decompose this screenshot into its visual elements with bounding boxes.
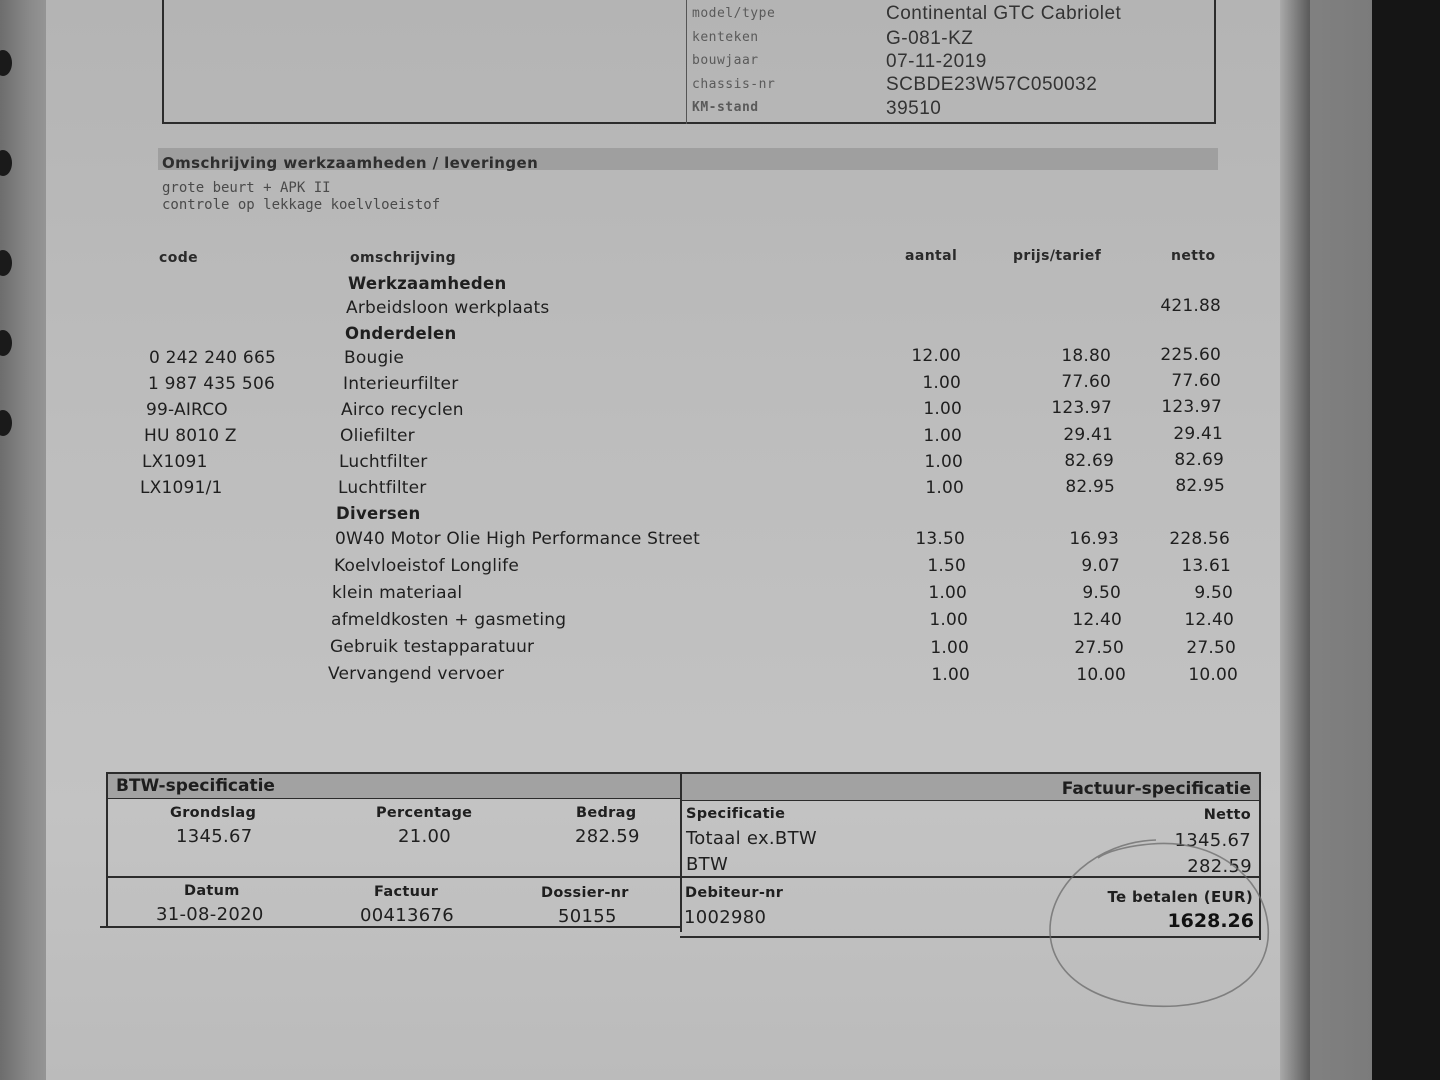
- row-price: 77.60: [1061, 372, 1111, 392]
- row-net: 29.41: [1173, 424, 1223, 444]
- work-description-line: controle op lekkage koelvloeistof: [162, 197, 441, 213]
- column-header-quantity: aantal: [905, 248, 958, 264]
- row-net: 82.95: [1175, 476, 1225, 496]
- row-price: 29.41: [1063, 425, 1113, 445]
- row-net: 77.60: [1171, 371, 1221, 391]
- vehicle-value-chassis: SCBDE23W57C050032: [886, 74, 1098, 95]
- vehicle-value-model: Continental GTC Cabriolet: [886, 3, 1122, 24]
- row-price: 9.50: [1082, 583, 1121, 603]
- row-description: Luchtfilter: [338, 478, 427, 498]
- vehicle-value-plate: G-081-KZ: [886, 28, 974, 49]
- date-label: Datum: [184, 883, 240, 899]
- grondslag-label: Grondslag: [170, 805, 257, 821]
- column-header-price: prijs/tarief: [1013, 248, 1102, 264]
- vehicle-box-divider: [686, 0, 687, 124]
- debtor-label: Debiteur-nr: [685, 885, 784, 901]
- row-quantity: 1.00: [928, 583, 967, 603]
- row-net: 9.50: [1194, 583, 1233, 603]
- dossier-label: Dossier-nr: [541, 885, 629, 901]
- work-description-line: grote beurt + APK II: [162, 180, 331, 196]
- vehicle-box-border-left: [162, 0, 164, 124]
- grondslag-value: 1345.67: [176, 826, 253, 847]
- row-quantity: 1.00: [923, 426, 962, 446]
- row-description: klein materiaal: [332, 583, 463, 603]
- row-net: 10.00: [1188, 665, 1238, 685]
- debtor-value: 1002980: [684, 907, 767, 928]
- invoice-spec-title: Factuur-specificatie: [1061, 779, 1251, 799]
- row-net: 421.88: [1160, 296, 1221, 316]
- row-description: Arbeidsloon werkplaats: [346, 298, 550, 318]
- row-code: 0 242 240 665: [149, 348, 276, 368]
- section-title-misc: Diversen: [336, 504, 421, 523]
- vehicle-value-year: 07-11-2019: [886, 51, 987, 72]
- column-header-net: netto: [1171, 248, 1216, 264]
- row-description: Oliefilter: [340, 426, 415, 446]
- row-code: 1 987 435 506: [148, 374, 275, 394]
- row-net: 123.97: [1161, 397, 1222, 417]
- row-code: LX1091: [142, 452, 208, 472]
- row-description: Bougie: [344, 348, 405, 368]
- row-price: 18.80: [1061, 346, 1111, 366]
- row-description: Gebruik testapparatuur: [330, 637, 535, 657]
- row-price: 82.69: [1064, 451, 1114, 471]
- row-quantity: 12.00: [911, 346, 961, 366]
- pencil-circle-mark: [1036, 830, 1276, 1020]
- binder-edge: [1280, 0, 1310, 1080]
- percentage-value: 21.00: [398, 826, 452, 847]
- row-quantity: 1.50: [927, 556, 966, 576]
- bedrag-value: 282.59: [575, 826, 640, 847]
- invoice-page: [46, 0, 1286, 1080]
- row-quantity: 1.00: [929, 610, 968, 630]
- vehicle-label-plate: kenteken: [692, 30, 759, 45]
- row-net: 12.40: [1184, 610, 1234, 630]
- row-quantity: 1.00: [923, 399, 962, 419]
- total-due-value: 1628.26: [1167, 910, 1254, 932]
- row-price: 10.00: [1076, 665, 1126, 685]
- total-ex-vat-label: Totaal ex.BTW: [686, 828, 817, 849]
- dossier-value: 50155: [558, 906, 617, 927]
- date-value: 31-08-2020: [156, 904, 264, 925]
- vehicle-label-km: KM-stand: [692, 100, 759, 115]
- row-net: 225.60: [1160, 345, 1221, 365]
- row-price: 123.97: [1051, 398, 1112, 418]
- row-price: 16.93: [1069, 529, 1119, 549]
- row-description: 0W40 Motor Olie High Performance Street: [335, 529, 700, 549]
- row-price: 9.07: [1081, 556, 1120, 576]
- row-quantity: 13.50: [915, 529, 965, 549]
- vehicle-value-km: 39510: [886, 98, 942, 119]
- bedrag-label: Bedrag: [576, 805, 637, 821]
- row-quantity: 1.00: [925, 478, 964, 498]
- column-header-code: code: [159, 250, 199, 266]
- row-price: 27.50: [1074, 638, 1124, 658]
- row-description: Interieurfilter: [343, 374, 459, 394]
- row-code: 99-AIRCO: [146, 400, 228, 420]
- total-ex-vat-value: 1345.67: [1174, 830, 1251, 851]
- specification-label: Specificatie: [686, 806, 786, 822]
- row-description: afmeldkosten + gasmeting: [331, 610, 567, 630]
- work-description-title: Omschrijving werkzaamheden / leveringen: [162, 154, 539, 172]
- total-due-label: Te betalen (EUR): [1107, 888, 1253, 906]
- invoice-number-label: Factuur: [374, 884, 439, 900]
- row-code: HU 8010 Z: [144, 426, 237, 446]
- section-title-labor: Werkzaamheden: [348, 274, 507, 293]
- percentage-label: Percentage: [376, 805, 473, 821]
- row-code: LX1091/1: [140, 478, 223, 498]
- row-quantity: 1.00: [924, 452, 963, 472]
- row-quantity: 1.00: [922, 373, 961, 393]
- row-net: 13.61: [1181, 556, 1231, 576]
- vehicle-label-model: model/type: [692, 6, 776, 21]
- row-quantity: 1.00: [931, 665, 970, 685]
- invoice-number-value: 00413676: [360, 905, 455, 926]
- vat-header-underline: [108, 798, 680, 799]
- row-description: Vervangend vervoer: [328, 664, 505, 684]
- row-price: 82.95: [1065, 477, 1115, 497]
- row-net: 228.56: [1169, 529, 1230, 549]
- vat-label: BTW: [686, 854, 729, 875]
- column-header-description: omschrijving: [350, 250, 457, 266]
- row-description: Luchtfilter: [339, 452, 428, 472]
- row-net: 82.69: [1174, 450, 1224, 470]
- vat-value: 282.59: [1187, 856, 1252, 877]
- row-description: Koelvloeistof Longlife: [334, 556, 519, 576]
- row-net: 27.50: [1186, 638, 1236, 658]
- vehicle-box-border-right: [1214, 0, 1216, 124]
- vehicle-box-border-bottom: [162, 122, 1216, 124]
- row-price: 12.40: [1072, 610, 1122, 630]
- invoice-header-underline: [682, 800, 1259, 801]
- vehicle-label-chassis: chassis-nr: [692, 77, 776, 92]
- row-quantity: 1.00: [930, 638, 969, 658]
- netto-label: Netto: [1203, 807, 1251, 823]
- vat-spec-title: BTW-specificatie: [116, 776, 275, 796]
- section-title-parts: Onderdelen: [345, 324, 457, 343]
- vehicle-label-year: bouwjaar: [692, 53, 759, 68]
- row-description: Airco recyclen: [341, 400, 464, 420]
